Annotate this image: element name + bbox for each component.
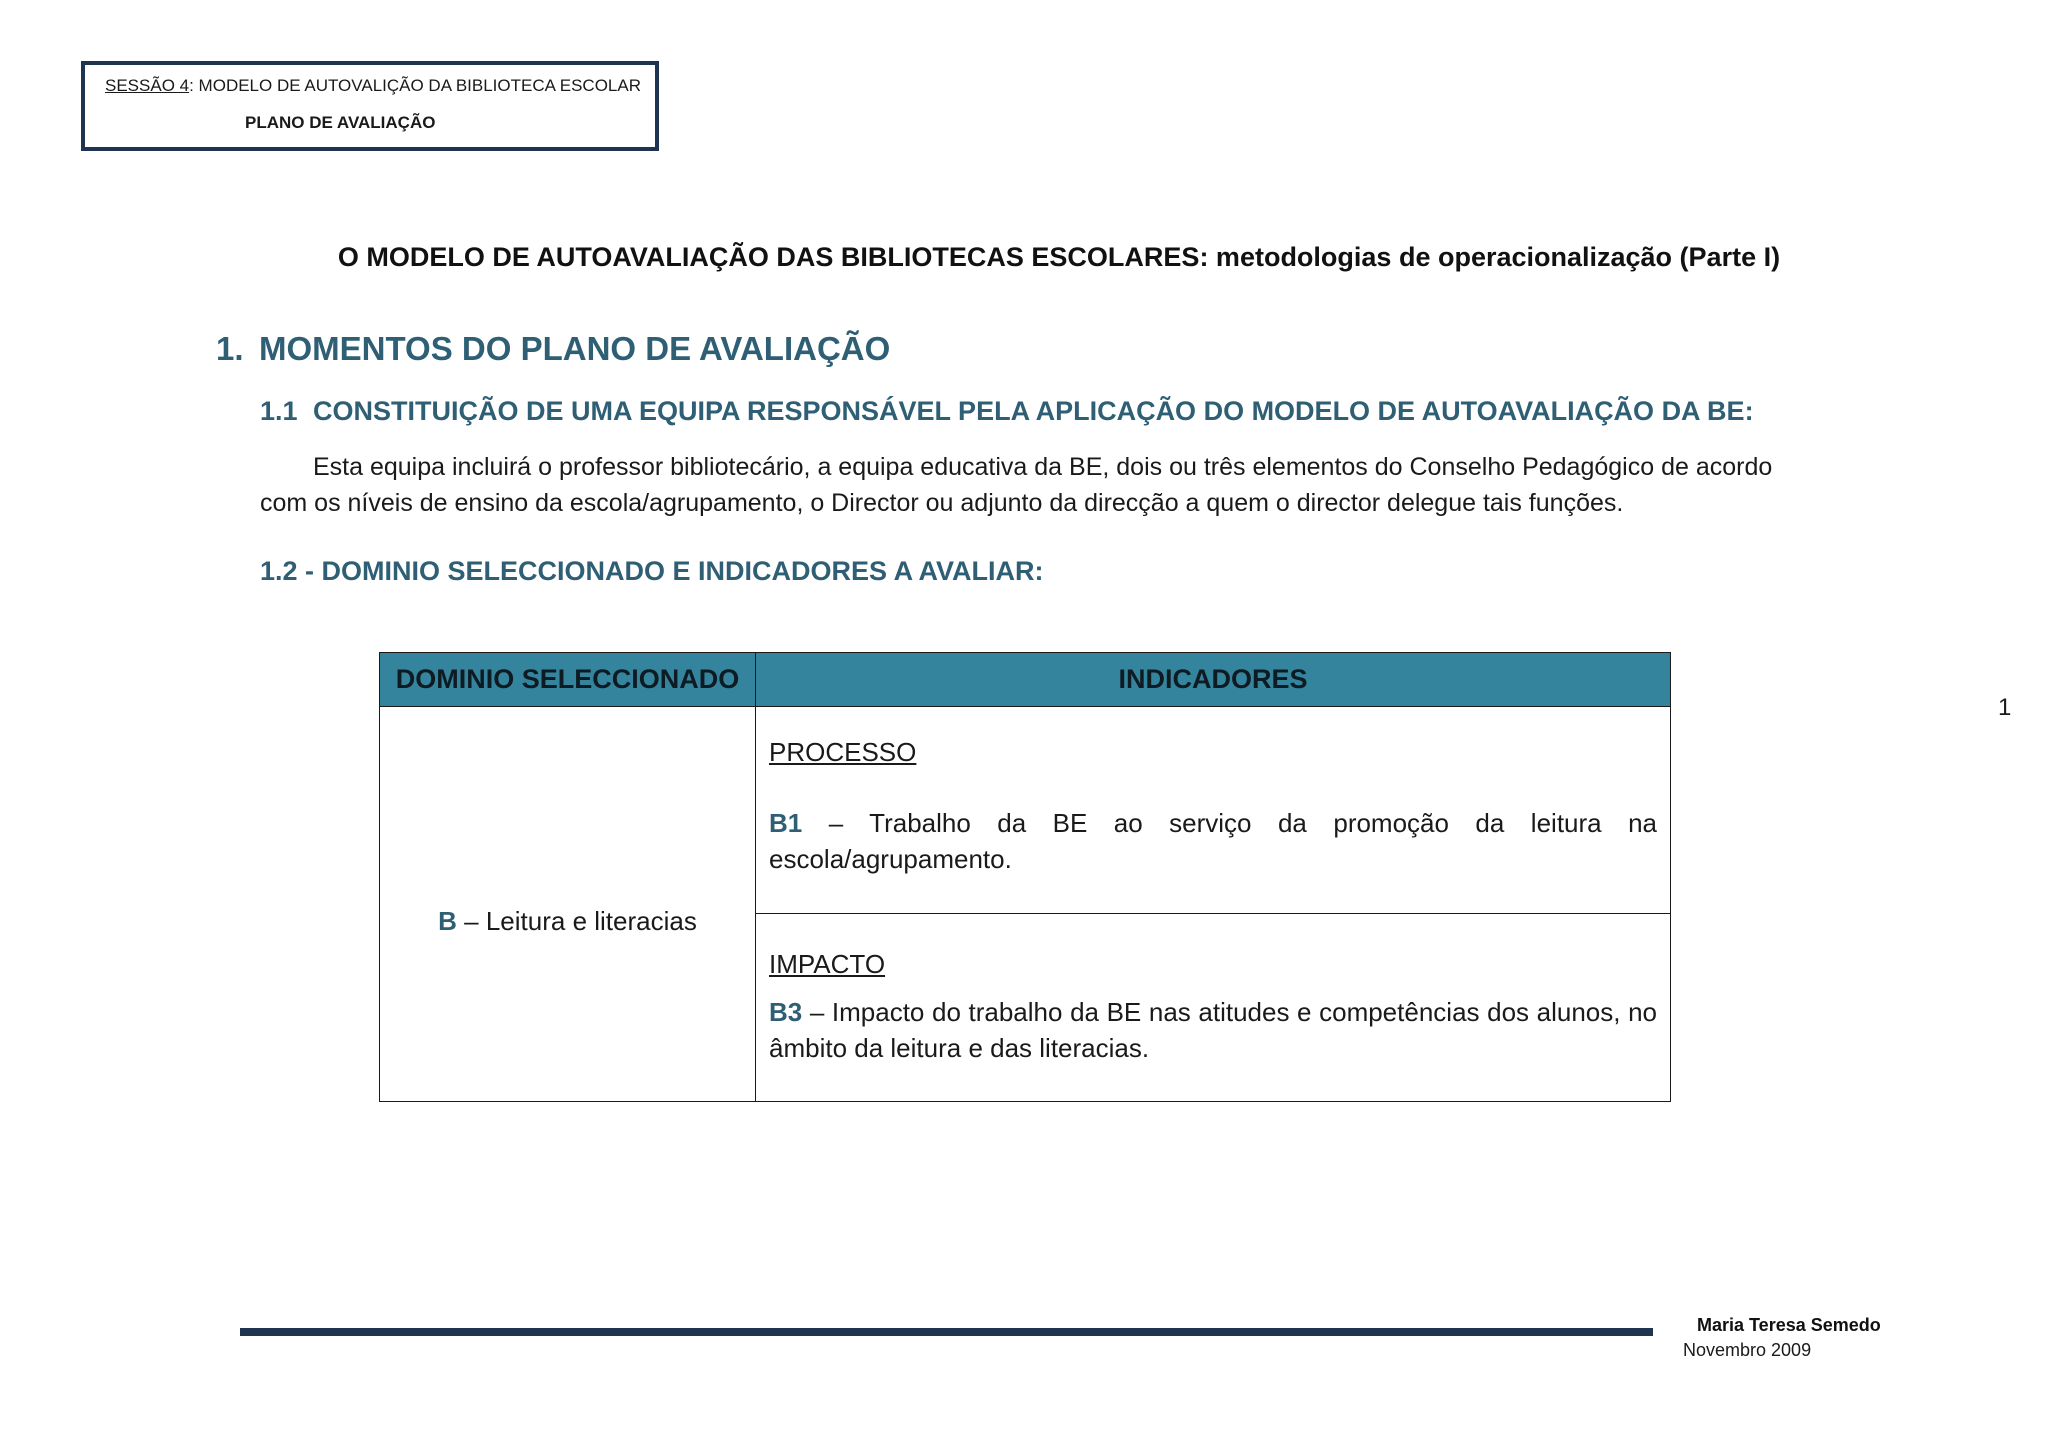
indicators-column-header: INDICADORES	[756, 653, 1671, 707]
indicator-b3-text: – Impacto do trabalho da BE nas atitudes e competências dos alunos, no âmbito da leitura e das literacias.	[769, 997, 1657, 1063]
footer-divider	[240, 1328, 1653, 1336]
indicators-table	[379, 652, 1671, 1102]
indicator-cell-process	[756, 707, 1671, 914]
paragraph-line-2: com os níveis de ensino da escola/agrupamento, o Director ou adjunto da direcção a quem o director delegue tais funções.	[260, 489, 1624, 517]
footer-date: Novembro 2009	[1683, 1340, 1812, 1360]
indicator-cell-impact	[756, 914, 1671, 1102]
indicator-category-impact: IMPACTO	[769, 949, 886, 979]
section-1-2-heading: 1.2 - DOMINIO SELECCIONADO E INDICADORES A AVALIAR:	[260, 556, 1044, 586]
domain-cell	[380, 707, 756, 1102]
session-subtitle: PLANO DE AVALIAÇÃO	[245, 113, 436, 132]
indicator-b1-code: B1	[769, 808, 803, 838]
session-description: : MODELO DE AUTOVALIÇÃO DA BIBLIOTECA ESCOLAR	[189, 76, 642, 95]
table-header-row	[380, 653, 1671, 707]
table-row	[380, 707, 1671, 914]
paragraph-line-1: Esta equipa incluirá o professor bibliotecário, a equipa educativa da BE, dois ou três elementos do Conselho Pedagógico de acordo	[313, 453, 1773, 481]
session-header-box	[81, 61, 659, 151]
indicator-category-process: PROCESSO	[769, 737, 917, 767]
page-number: 1	[1998, 694, 2012, 721]
domain-code: B	[438, 906, 457, 936]
section-1-1-heading	[260, 396, 1754, 427]
section-1-heading	[216, 330, 890, 368]
section-1-number: 1.	[216, 330, 244, 367]
section-1-1-title: CONSTITUIÇÃO DE UMA EQUIPA RESPONSÁVEL PELA APLICAÇÃO DO MODELO DE AUTOAVALIAÇÃO DA BE:	[313, 396, 1754, 426]
footer-author: Maria Teresa Semedo	[1697, 1315, 1881, 1335]
domain-column-header: DOMINIO SELECCIONADO	[380, 653, 756, 707]
team-paragraph	[260, 449, 1890, 521]
session-label: SESSÃO 4	[105, 76, 190, 95]
indicator-b3	[769, 994, 1657, 1066]
section-1-1-number: 1.1	[260, 396, 298, 426]
session-title	[105, 76, 641, 96]
indicator-b1-text: – Trabalho da BE ao serviço da promoção da leitura na escola/agrupamento.	[769, 808, 1657, 874]
indicator-b3-code: B3	[769, 997, 803, 1027]
indicator-b1	[769, 805, 1657, 877]
section-1-title: MOMENTOS DO PLANO DE AVALIAÇÃO	[259, 330, 891, 367]
domain-text: – Leitura e literacias	[456, 906, 697, 936]
document-title: O MODELO DE AUTOAVALIAÇÃO DAS BIBLIOTECAS ESCOLARES: metodologias de operacionalização (Parte I)	[337, 242, 1781, 272]
